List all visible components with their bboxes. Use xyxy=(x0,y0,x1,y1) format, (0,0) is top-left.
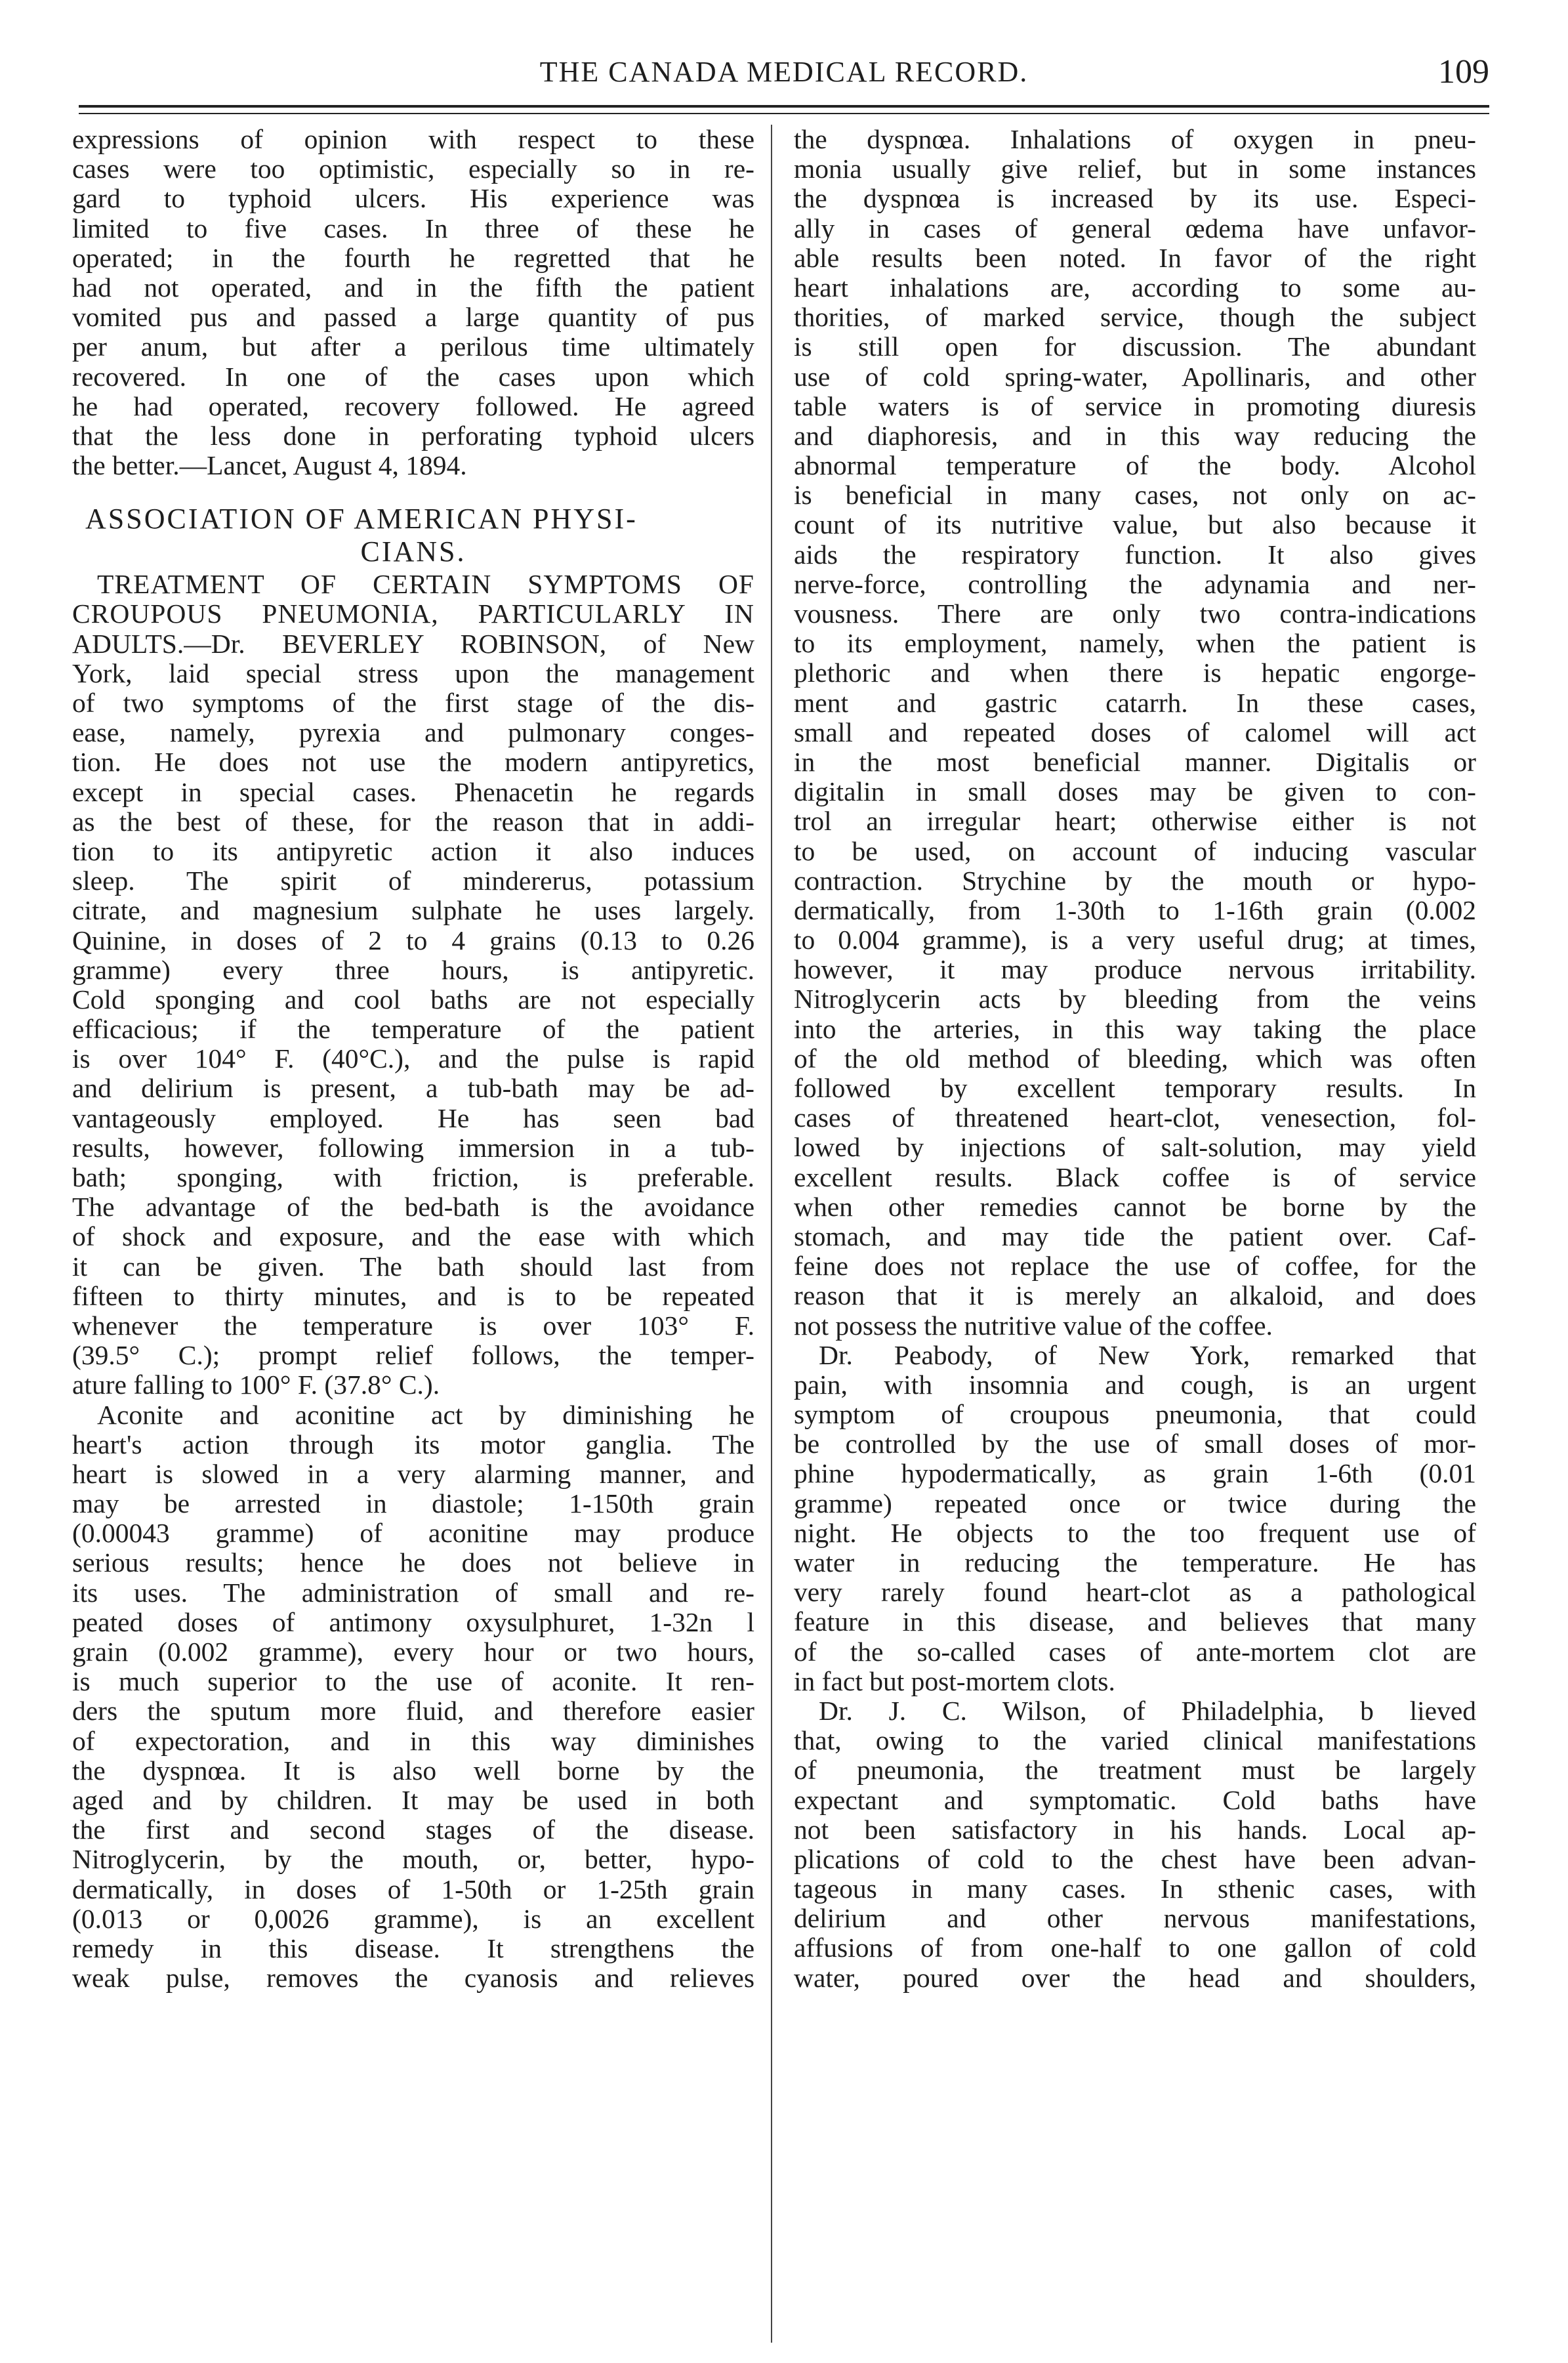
text-line: Aconite and aconitine act by diminishing he xyxy=(97,1399,754,1430)
heading-line: CIANS. xyxy=(360,535,466,568)
text-line: tageous in many cases. In sthenic cases, with xyxy=(794,1873,1476,1904)
text-line: is still open for discussion. The abundant xyxy=(794,331,1476,362)
text-line: gard to typhoid ulcers. His experience was xyxy=(72,183,754,214)
text-line: of the old method of bleeding, which was often xyxy=(794,1043,1476,1074)
text-line: dermatically, in doses of 1-50th or 1-25th grain xyxy=(72,1873,754,1904)
text-line: contraction. Strychine by the mouth or hypo- xyxy=(794,865,1476,896)
text-line: pain, with insomnia and cough, is an urgent xyxy=(794,1369,1476,1400)
text-line: as the best of these, for the reason that in addi- xyxy=(72,806,754,837)
text-line: expectant and symptomatic. Cold baths have xyxy=(794,1784,1476,1815)
text-line: peated doses of antimony oxysulphuret, 1-32n l xyxy=(72,1606,754,1637)
text-line: table waters is of service in promoting diuresis xyxy=(794,390,1476,421)
text-line: phine hypodermatically, as grain 1-6th (0.01 xyxy=(794,1458,1476,1489)
text-line: of pneumonia, the treatment must be largely xyxy=(794,1755,1476,1786)
text-line: heart inhalations are, according to some au- xyxy=(794,272,1476,303)
text-line: limited to five cases. In three of these he xyxy=(72,213,754,243)
text-line: not possess the nutritive value of the coffee. xyxy=(794,1310,1273,1341)
text-line: TREATMENT OF CERTAIN SYMPTOMS OF xyxy=(97,569,754,600)
text-line: recovered. In one of the cases upon which xyxy=(72,361,754,392)
text-line: to be used, on account of inducing vascular xyxy=(794,835,1476,866)
text-line: per anum, but after a perilous time ultimately xyxy=(72,331,754,362)
text-line: thorities, of marked service, though the subject xyxy=(794,302,1476,333)
text-line: affusions of from one-half to one gallon of cold xyxy=(794,1933,1476,1963)
running-title: THE CANADA MEDICAL RECORD. xyxy=(539,56,1029,88)
text-line: water in reducing the temperature. He has xyxy=(794,1547,1476,1578)
text-line: is beneficial in many cases, not only on ac- xyxy=(794,480,1476,511)
text-line: sleep. The spirit of mindererus, potassium xyxy=(72,866,754,896)
text-line: had not operated, and in the fifth the patient xyxy=(72,272,754,303)
column-divider xyxy=(771,125,772,2343)
text-line: small and repeated doses of calomel will act xyxy=(794,717,1476,747)
text-line: cases of threatened heart-clot, venesection, fol- xyxy=(794,1102,1476,1133)
text-line: and diaphoresis, and in this way reducing the xyxy=(794,420,1476,451)
text-line: aged and by children. It may be used in both xyxy=(72,1784,754,1815)
text-line: excellent results. Black coffee is of service xyxy=(794,1161,1476,1192)
text-line: ment and gastric catarrh. In these cases, xyxy=(794,687,1476,718)
text-line: the dyspnœa is increased by its use. Especi- xyxy=(794,183,1476,214)
text-line: tion. He does not use the modern antipyretics, xyxy=(72,747,754,778)
left-paragraph-1 xyxy=(72,125,754,480)
text-line: heart's action through its motor ganglia. The xyxy=(72,1429,754,1459)
text-line: water, poured over the head and shoulders, xyxy=(794,1962,1476,1993)
text-line: very rarely found heart-clot as a pathological xyxy=(794,1577,1476,1608)
text-line: ature falling to 100° F. (37.8° C.). xyxy=(72,1370,440,1400)
text-line: Dr. J. C. Wilson, of Philadelphia, b lieved xyxy=(819,1695,1476,1726)
section-heading xyxy=(72,504,754,570)
text-line: to its employment, namely, when the patient is xyxy=(794,628,1476,659)
text-line: nerve-force, controlling the adynamia and ner- xyxy=(794,568,1476,599)
text-line: in the most beneficial manner. Digitalis or xyxy=(794,746,1476,777)
left-column xyxy=(72,125,754,2343)
text-line: citrate, and magnesium sulphate he uses largely. xyxy=(72,895,754,926)
text-line: vantageously employed. He has seen bad xyxy=(72,1102,754,1133)
text-line: not been satisfactory in his hands. Local ap- xyxy=(794,1814,1476,1845)
text-line: the dyspnœa. Inhalations of oxygen in pneu- xyxy=(794,125,1476,154)
text-line: its uses. The administration of small and re- xyxy=(72,1577,754,1608)
text-line: that the less done in perforating typhoid ulcers xyxy=(72,420,754,451)
text-line: weak pulse, removes the cyanosis and relieves xyxy=(72,1963,754,1994)
right-paragraph-3 xyxy=(794,1696,1476,1993)
text-line: able results been noted. In favor of the right xyxy=(794,242,1476,273)
text-line: plications of cold to the chest have been advan- xyxy=(794,1843,1476,1874)
text-line: Quinine, in doses of 2 to 4 grains (0.13 to 0.26 xyxy=(72,925,754,955)
text-line: heart is slowed in a very alarming manner, and xyxy=(72,1458,754,1489)
heading-line: ASSOCIATION OF AMERICAN PHYSI- xyxy=(85,503,638,535)
text-line: The advantage of the bed-bath is the avoidance xyxy=(72,1192,754,1223)
right-paragraph-2 xyxy=(794,1341,1476,1696)
text-line: symptom of croupous pneumonia, that could xyxy=(794,1399,1476,1430)
text-line: efficacious; if the temperature of the patient xyxy=(72,1014,754,1045)
text-line: ease, namely, pyrexia and pulmonary conges- xyxy=(72,717,754,748)
text-line: Cold sponging and cool baths are not especially xyxy=(72,984,754,1014)
text-line: in fact but post-mortem clots. xyxy=(794,1665,1115,1696)
left-paragraph-2 xyxy=(72,570,754,1400)
text-line: whenever the temperature is over 103° F. xyxy=(72,1310,754,1341)
text-line: to 0.004 gramme), is a very useful drug; at times, xyxy=(794,925,1476,955)
text-line: except in special cases. Phenacetin he regards xyxy=(72,776,754,807)
text-line: (0.00043 gramme) of aconitine may produce xyxy=(72,1518,754,1549)
text-line: be controlled by the use of small doses of mor- xyxy=(794,1429,1476,1459)
text-line: remedy in this disease. It strengthens the xyxy=(72,1933,754,1963)
text-line: may be arrested in diastole; 1-150th grain xyxy=(72,1488,754,1519)
text-line: vousness. There are only two contra-indications xyxy=(794,598,1476,629)
text-line: the first and second stages of the disease. xyxy=(72,1814,754,1845)
text-line: York, laid special stress upon the management xyxy=(72,658,754,688)
text-line: tion to its antipyretic action it also induces xyxy=(72,835,754,866)
text-line: and delirium is present, a tub-bath may be ad- xyxy=(72,1073,754,1104)
header-rule-thick xyxy=(79,105,1489,108)
text-line: he had operated, recovery followed. He agreed xyxy=(72,390,754,421)
text-line: is over 104° F. (40°C.), and the pulse is rapid xyxy=(72,1043,754,1074)
text-line: of shock and exposure, and the ease with which xyxy=(72,1221,754,1252)
text-line: night. He objects to the too frequent use of xyxy=(794,1517,1476,1548)
text-line: aids the respiratory function. It also gives xyxy=(794,539,1476,570)
text-line: ally in cases of general œdema have unfavor- xyxy=(794,213,1476,243)
text-line: digitalin in small doses may be given to con- xyxy=(794,776,1476,807)
right-paragraph-1 xyxy=(794,125,1476,1341)
text-line: bath; sponging, with friction, is preferable. xyxy=(72,1162,754,1192)
text-line: dermatically, from 1-30th to 1-16th grain (0.002 xyxy=(794,894,1476,925)
text-line: serious results; hence he does not believe in xyxy=(72,1547,754,1578)
text-line: monia usually give relief, but in some instances xyxy=(794,154,1476,184)
text-line: fifteen to thirty minutes, and is to be repeated xyxy=(72,1280,754,1311)
text-line: ders the sputum more fluid, and therefore easier xyxy=(72,1696,754,1726)
page-number: 109 xyxy=(1438,53,1489,91)
text-line: that, owing to the varied clinical manifestations xyxy=(794,1725,1476,1756)
text-line: use of cold spring-water, Apollinaris, and other xyxy=(794,361,1476,392)
text-line: gramme) every three hours, is antipyretic. xyxy=(72,954,754,985)
text-line: results, however, following immersion in a tub- xyxy=(72,1132,754,1163)
text-line: however, it may produce nervous irritability. xyxy=(794,954,1476,985)
left-paragraph-3 xyxy=(72,1400,754,1994)
text-line: into the arteries, in this way taking the place xyxy=(794,1013,1476,1044)
text-line: reason that it is merely an alkaloid, and does xyxy=(794,1280,1476,1311)
text-line: (0.013 or 0,0026 gramme), is an excellent xyxy=(72,1903,754,1934)
running-head xyxy=(79,52,1489,92)
text-line: feine does not replace the use of coffee, for the xyxy=(794,1251,1476,1282)
text-line: is much superior to the use of aconite. It ren- xyxy=(72,1666,754,1697)
text-line: CROUPOUS PNEUMONIA, PARTICULARLY IN xyxy=(72,598,754,629)
text-line: the better.—Lancet, August 4, 1894. xyxy=(72,450,467,481)
text-line: plethoric and when there is hepatic engorge- xyxy=(794,658,1476,688)
text-line: count of its nutritive value, but also because it xyxy=(794,509,1476,540)
text-line: the dyspnœa. It is also well borne by the xyxy=(72,1755,754,1786)
text-line: grain (0.002 gramme), every hour or two hours, xyxy=(72,1637,754,1667)
text-line: delirium and other nervous manifestations, xyxy=(794,1903,1476,1934)
text-line: (39.5° C.); prompt relief follows, the temper- xyxy=(72,1340,754,1371)
text-line: expressions of opinion with respect to these xyxy=(72,125,754,154)
text-line: of two symptoms of the first stage of the dis- xyxy=(72,688,754,718)
text-line: Nitroglycerin, by the mouth, or, better, hypo- xyxy=(72,1844,754,1875)
text-line: operated; in the fourth he regretted that he xyxy=(72,242,754,273)
text-line: when other remedies cannot be borne by the xyxy=(794,1191,1476,1222)
text-line: vomited pus and passed a large quantity of pus xyxy=(72,302,754,333)
text-line: cases were too optimistic, especially so in re- xyxy=(72,154,754,184)
text-line: of expectoration, and in this way diminishes xyxy=(72,1725,754,1756)
text-line: trol an irregular heart; otherwise either is not xyxy=(794,806,1476,837)
text-line: feature in this disease, and believes that many xyxy=(794,1606,1476,1637)
text-line: stomach, and may tide the patient over. Caf- xyxy=(794,1221,1476,1251)
text-line: it can be given. The bath should last from xyxy=(72,1251,754,1282)
text-line: of the so-called cases of ante-mortem clot are xyxy=(794,1636,1476,1667)
text-line: gramme) repeated once or twice during the xyxy=(794,1488,1476,1518)
text-line: ADULTS.—Dr. BEVERLEY ROBINSON, of New xyxy=(72,628,754,659)
right-column xyxy=(794,125,1476,2343)
text-line: lowed by injections of salt-solution, may yield xyxy=(794,1132,1476,1163)
text-line: abnormal temperature of the body. Alcohol xyxy=(794,450,1476,481)
text-line: Dr. Peabody, of New York, remarked that xyxy=(819,1339,1476,1370)
text-line: followed by excellent temporary results. In xyxy=(794,1073,1476,1103)
header-rule-thin xyxy=(79,113,1489,114)
text-line: Nitroglycerin acts by bleeding from the veins xyxy=(794,984,1476,1014)
